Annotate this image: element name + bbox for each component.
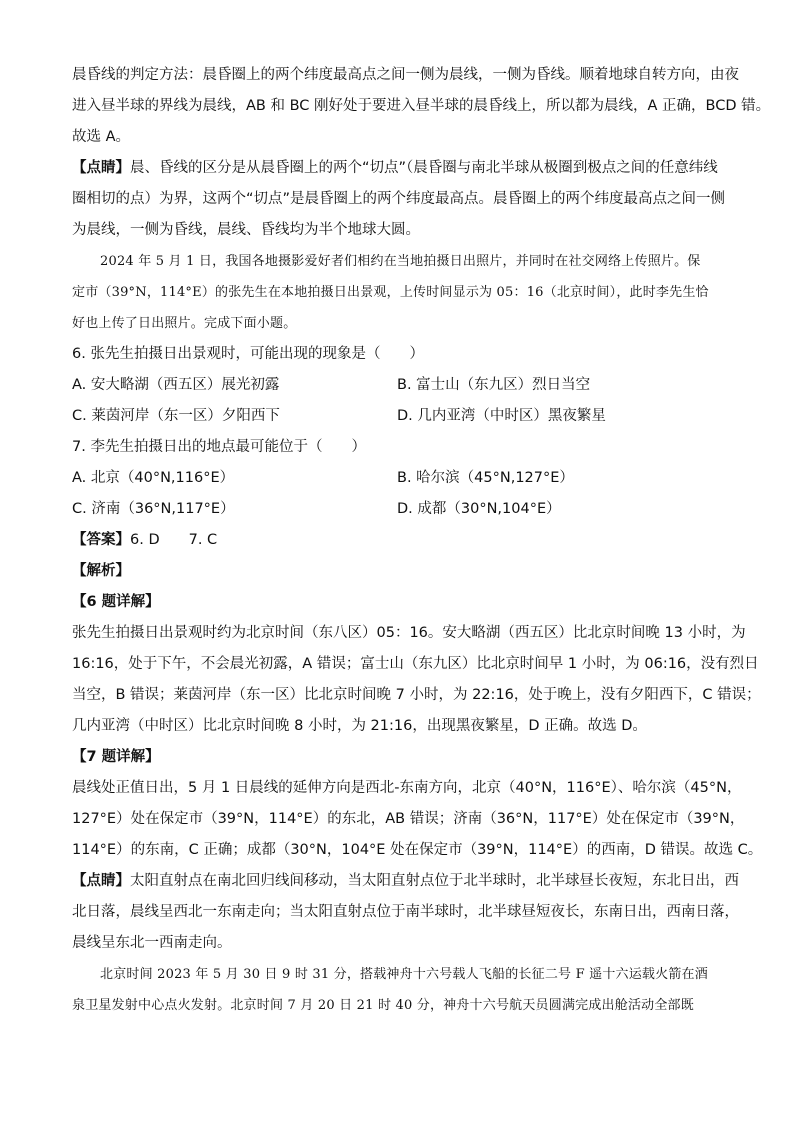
- question-6-stem: 6. 张先生拍摄日出景观时，可能出现的现象是（ ）: [72, 346, 424, 362]
- document-page: [72, 60, 771, 1021]
- detail-7-tag: 【7 题详解】: [72, 749, 160, 765]
- option-c: C. 济南（36°N,117°E）: [72, 501, 235, 517]
- comment-text: 太阳直射点在南北回归线间移动，当太阳直射点位于北半球时，北半球昼长夜短，东北日出，西: [130, 873, 739, 889]
- answer-line: [72, 525, 724, 556]
- question-7-options-row: [72, 494, 724, 525]
- answer-tag: 【答案】: [72, 532, 130, 548]
- answer-text: 6. D 7. C: [130, 532, 218, 548]
- comment-text: 晨、昏线的区分是从晨昏圈上的两个“切点”（晨昏圈与南北半球从极圈到极点之间的任意纬线: [130, 160, 718, 176]
- option-c: C. 莱茵河岸（东一区）夕阳西下: [72, 408, 280, 424]
- comment-line: 圈相切的点）为界，这两个“切点”是晨昏圈上的两个纬度最高点。晨昏圈上的两个纬度最高点之间一侧: [72, 191, 726, 207]
- detail-line: 114°E）的东南，C 正确；成都（30°N，104°E 处在保定市（39°N，114°E）的西南，D 错误。故选 C。: [72, 842, 763, 858]
- option-a: A. 北京（40°N,116°E）: [72, 470, 235, 486]
- detail-line: 当空，B 错误；莱茵河岸（东一区）比北京时间晚 7 小时，为 22:16，处于晚上，没有夕阳西下，C 错误；: [72, 687, 761, 703]
- comment-line: [72, 866, 739, 897]
- comment-line: 为晨线，一侧为昏线，晨线、昏线均为半个地球大圆。: [72, 222, 420, 238]
- comment-line: 晨线呈东北一西南走向。: [72, 935, 232, 951]
- passage-line: 好也上传了日出照片。完成下面小题。: [72, 316, 297, 331]
- option-a: A. 安大略湖（西五区）展光初露: [72, 377, 280, 393]
- explanation-line: 进入昼半球的界线为晨线，AB 和 BC 刚好处于要进入昼半球的晨昏线上，所以都为晨线，A 正确，BCD 错。: [72, 98, 771, 114]
- comment-line: [72, 153, 724, 184]
- passage-line: 北京时间 2023 年 5 月 30 日 9 时 31 分，搭载神舟十六号载人飞船的长征二号 F 遥十六运载火箭在酒: [100, 967, 708, 982]
- comment-line: 北日落，晨线呈西北一东南走向；当太阳直射点位于南半球时，北半球昼短夜长，东南日出，西南日落，: [72, 904, 739, 920]
- question-7-options-row: [72, 463, 724, 494]
- passage-line: 定市（39°N，114°E）的张先生在本地拍摄日出景观，上传时间显示为 05：16（北京时间），此时李先生恰: [72, 285, 709, 300]
- option-b: B. 富士山（东九区）烈日当空: [397, 377, 591, 393]
- explanation-line: 故选 A。: [72, 129, 131, 145]
- analysis-tag: 【解析】: [72, 563, 130, 579]
- option-d: D. 几内亚湾（中时区）黑夜繁星: [397, 408, 606, 424]
- detail-6-tag: 【6 题详解】: [72, 594, 160, 610]
- detail-line: 16:16，处于下午，不会晨光初露，A 错误；富士山（东九区）比北京时间早 1 小时，为 06:16，没有烈日: [72, 656, 759, 672]
- detail-line: 几内亚湾（中时区）比北京时间晚 8 小时，为 21:16，出现黑夜繁星，D 正确。故选 D。: [72, 718, 647, 734]
- comment-tag: 【点睛】: [72, 160, 130, 176]
- option-d: D. 成都（30°N,104°E）: [397, 501, 561, 517]
- passage-line: 2024 年 5 月 1 日，我国各地摄影爱好者们相约在当地拍摄日出照片，并同时在社交网络上传照片。保: [100, 254, 701, 269]
- passage-line: 泉卫星发射中心点火发射。北京时间 7 月 20 日 21 时 40 分，神舟十六号航天员圆满完成出舱活动全部既: [72, 998, 694, 1013]
- question-7-stem: 7. 李先生拍摄日出的地点最可能位于（ ）: [72, 439, 366, 455]
- question-6-options-row: [72, 401, 724, 432]
- option-b: B. 哈尔滨（45°N,127°E）: [397, 470, 574, 486]
- explanation-line: 晨昏线的判定方法：晨昏圈上的两个纬度最高点之间一侧为晨线，一侧为昏线。顺着地球自转方向，由夜: [72, 67, 739, 83]
- detail-line: 晨线处正值日出，5 月 1 日晨线的延伸方向是西北-东南方向，北京（40°N，116°E）、哈尔滨（45°N，: [72, 780, 742, 796]
- detail-line: 127°E）处在保定市（39°N，114°E）的东北，AB 错误；济南（36°N，117°E）处在保定市（39°N，: [72, 811, 745, 827]
- detail-line: 张先生拍摄日出景观时约为北京时间（东八区）05：16。安大略湖（西五区）比北京时间晚 13 小时，为: [72, 625, 746, 641]
- comment-tag: 【点睛】: [72, 873, 130, 889]
- question-6-options-row: [72, 370, 724, 401]
